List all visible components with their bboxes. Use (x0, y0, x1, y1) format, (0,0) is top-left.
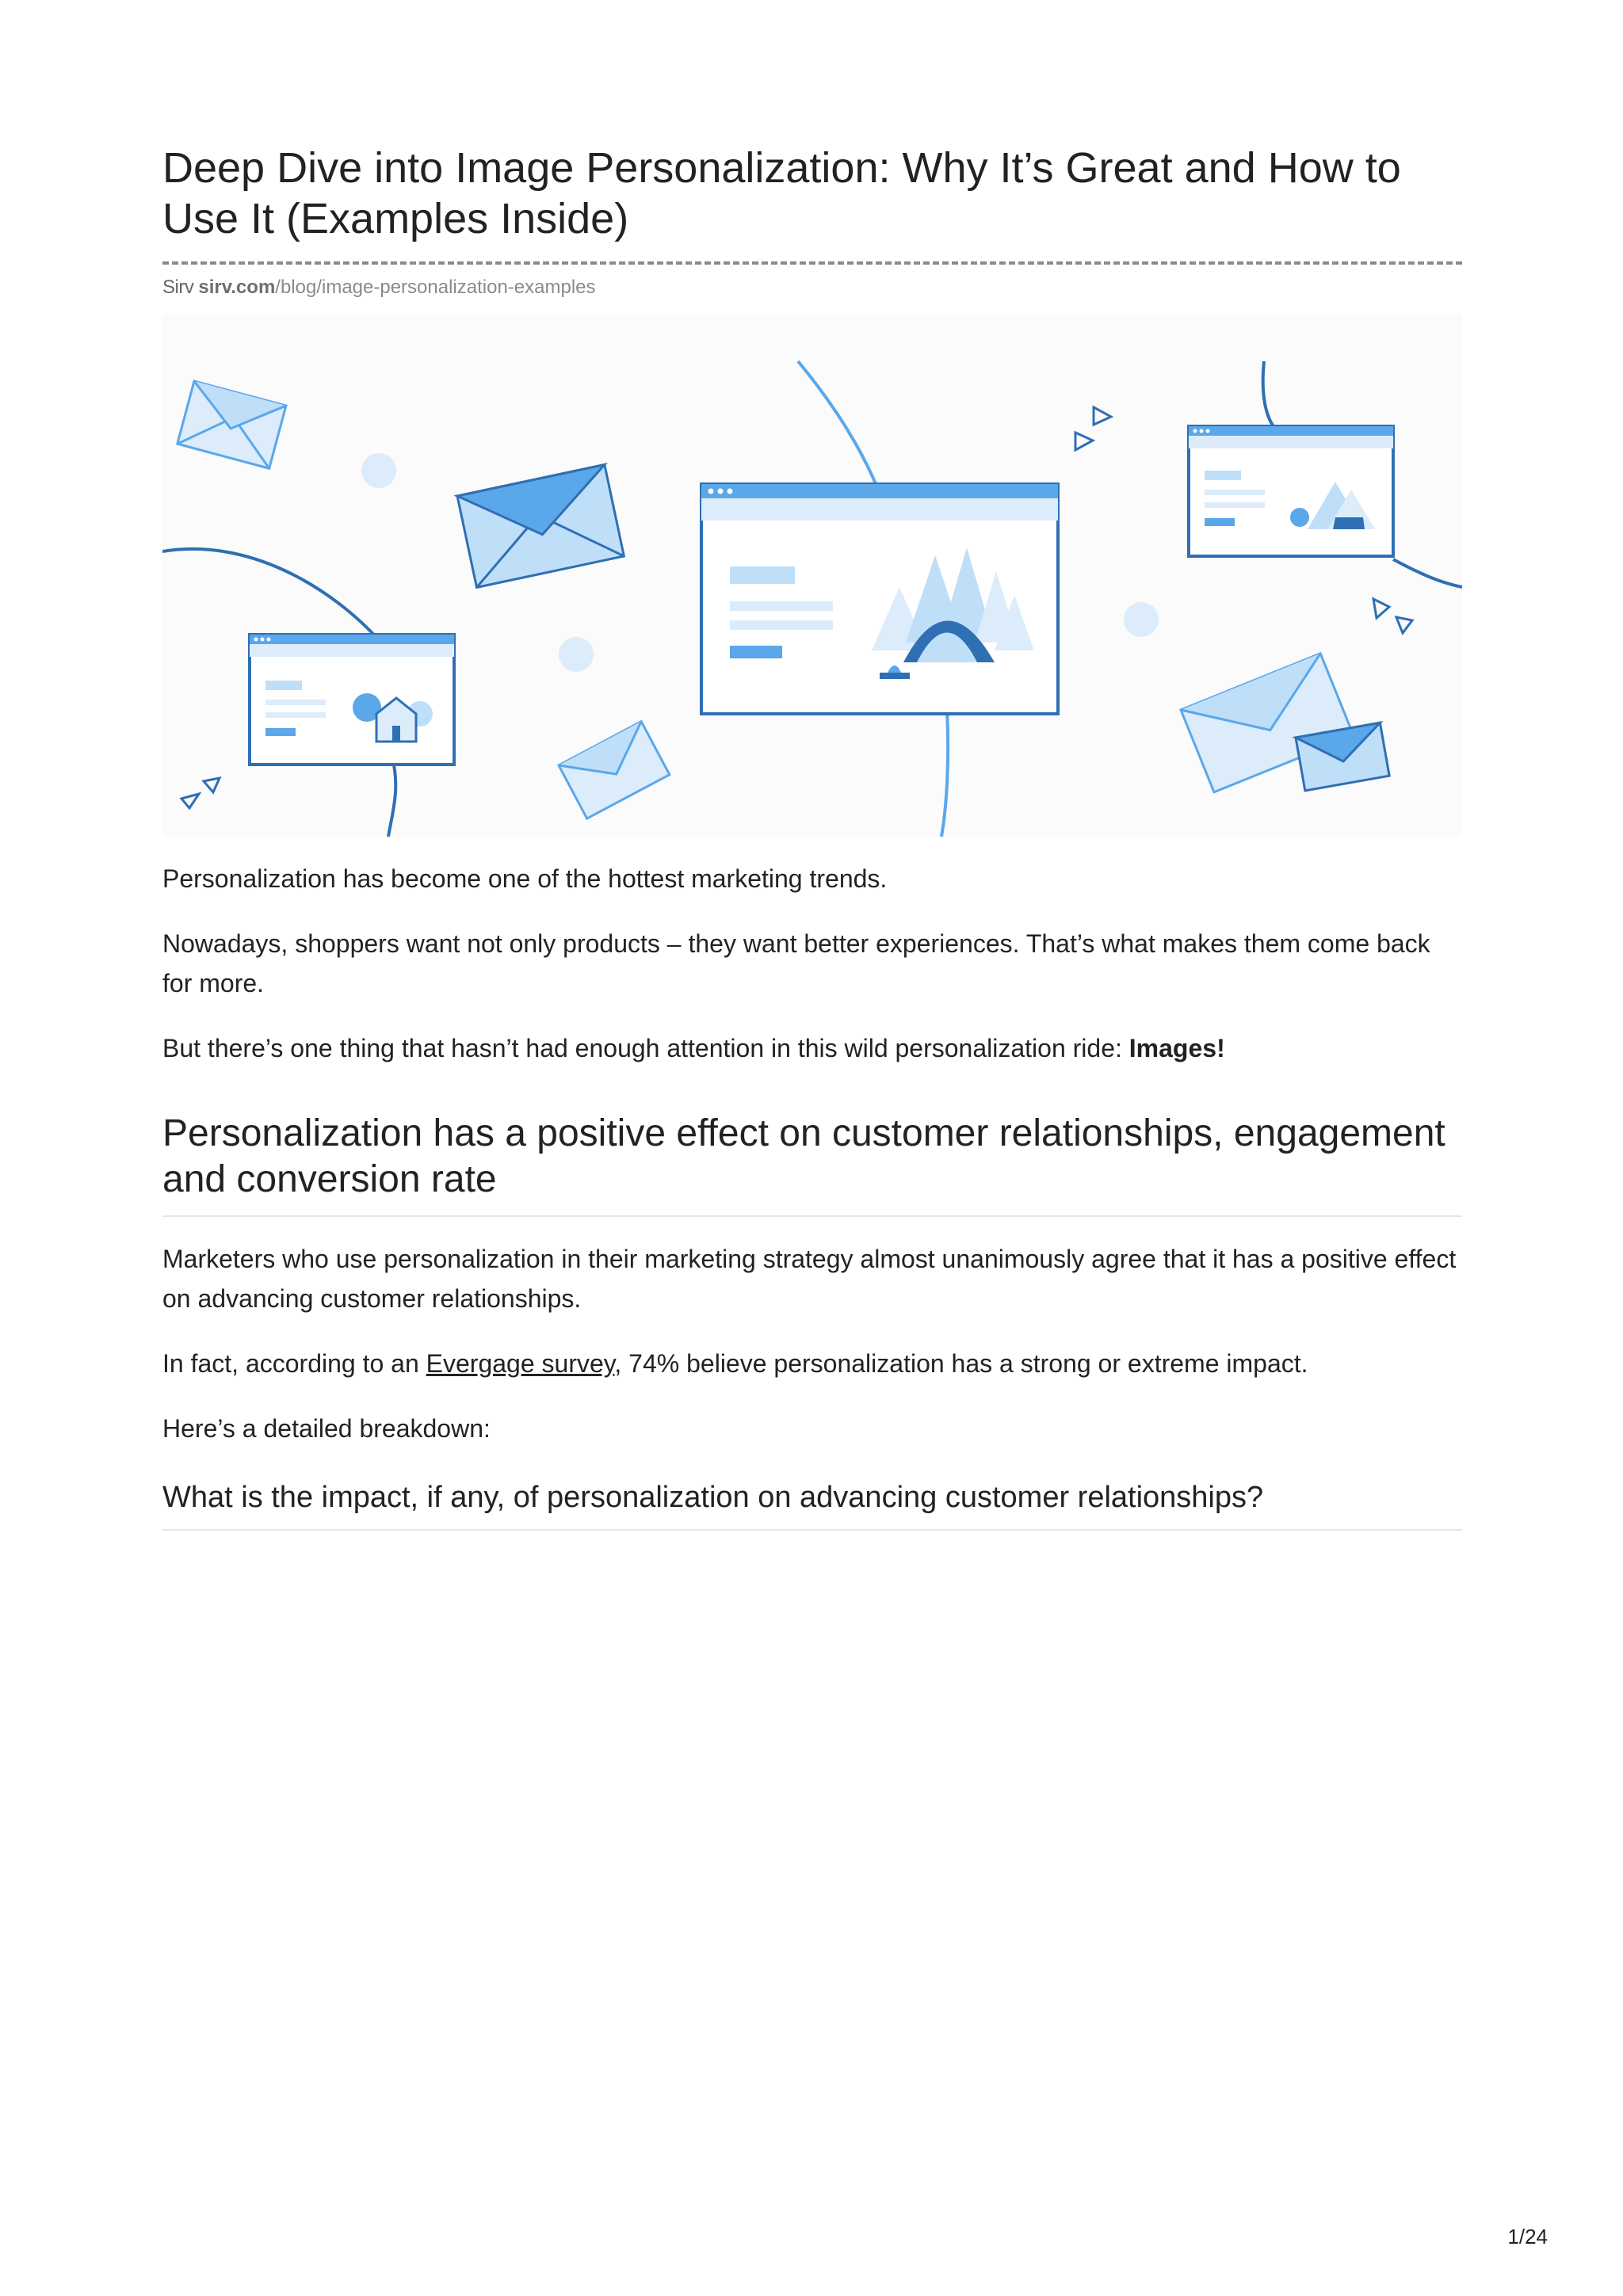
paragraph-breakdown: Here’s a detailed breakdown: (162, 1414, 491, 1443)
curve-line (388, 757, 395, 837)
curve-line (1263, 361, 1280, 433)
source-url[interactable] (198, 276, 595, 299)
section-divider (162, 1215, 1462, 1217)
paragraph-images-text: But there’s one thing that hasn’t had enough attention in this wild personalization ride: (162, 1034, 1129, 1062)
decor-dot (559, 637, 594, 672)
decor-dot (361, 453, 396, 488)
survey-text-before: In fact, according to an (162, 1349, 426, 1378)
curve-line (1393, 559, 1462, 587)
source-line (162, 276, 1462, 299)
hero-illustration (162, 314, 1462, 837)
envelope-icon (178, 381, 286, 468)
page-number: 1/24 (1507, 2225, 1548, 2248)
curve-line (162, 549, 384, 646)
paragraph-images (162, 1028, 1462, 1068)
images-bold: Images! (1128, 1034, 1225, 1062)
evergage-survey-link[interactable]: Evergage survey (426, 1349, 615, 1378)
source-path: /blog/image-personalization-examples (275, 277, 596, 298)
browser-window-left (250, 635, 454, 765)
browser-window-center (701, 484, 1058, 714)
browser-window-right (1189, 426, 1393, 556)
paragraph-marketers: Marketers who use personalization in their marketing strategy almost unanimously agree that it has a positive effect on advancing customer relationships. (162, 1245, 1457, 1313)
section-heading: Personalization has a positive effect on customer relationships, engagement and conversion rate (162, 1112, 1445, 1200)
source-domain: sirv.com (198, 277, 276, 298)
document-page (162, 143, 1462, 1531)
curve-line (941, 710, 948, 837)
paragraph-survey (162, 1344, 1462, 1383)
sirv-logo: Sirv (162, 277, 194, 298)
paragraph-shoppers: Nowadays, shoppers want not only products – they want better experiences. That’s what makes them come back for more. (162, 929, 1430, 997)
paragraph-intro: Personalization has become one of the hottest marketing trends. (162, 864, 888, 893)
subsection-divider (162, 1529, 1462, 1531)
hero-illustration-svg (162, 314, 1462, 837)
decor-dot (1124, 602, 1159, 637)
title-divider (162, 261, 1462, 265)
envelope-icon (457, 464, 624, 587)
article-title: Deep Dive into Image Personalization: Why It’s Great and How to Use It (Examples Inside) (162, 144, 1401, 242)
envelope-icon (559, 722, 670, 819)
subsection-heading: What is the impact, if any, of personalization on advancing customer relationships? (162, 1481, 1264, 1514)
survey-text-after: , 74% believe personalization has a strong or extreme impact. (614, 1349, 1308, 1378)
